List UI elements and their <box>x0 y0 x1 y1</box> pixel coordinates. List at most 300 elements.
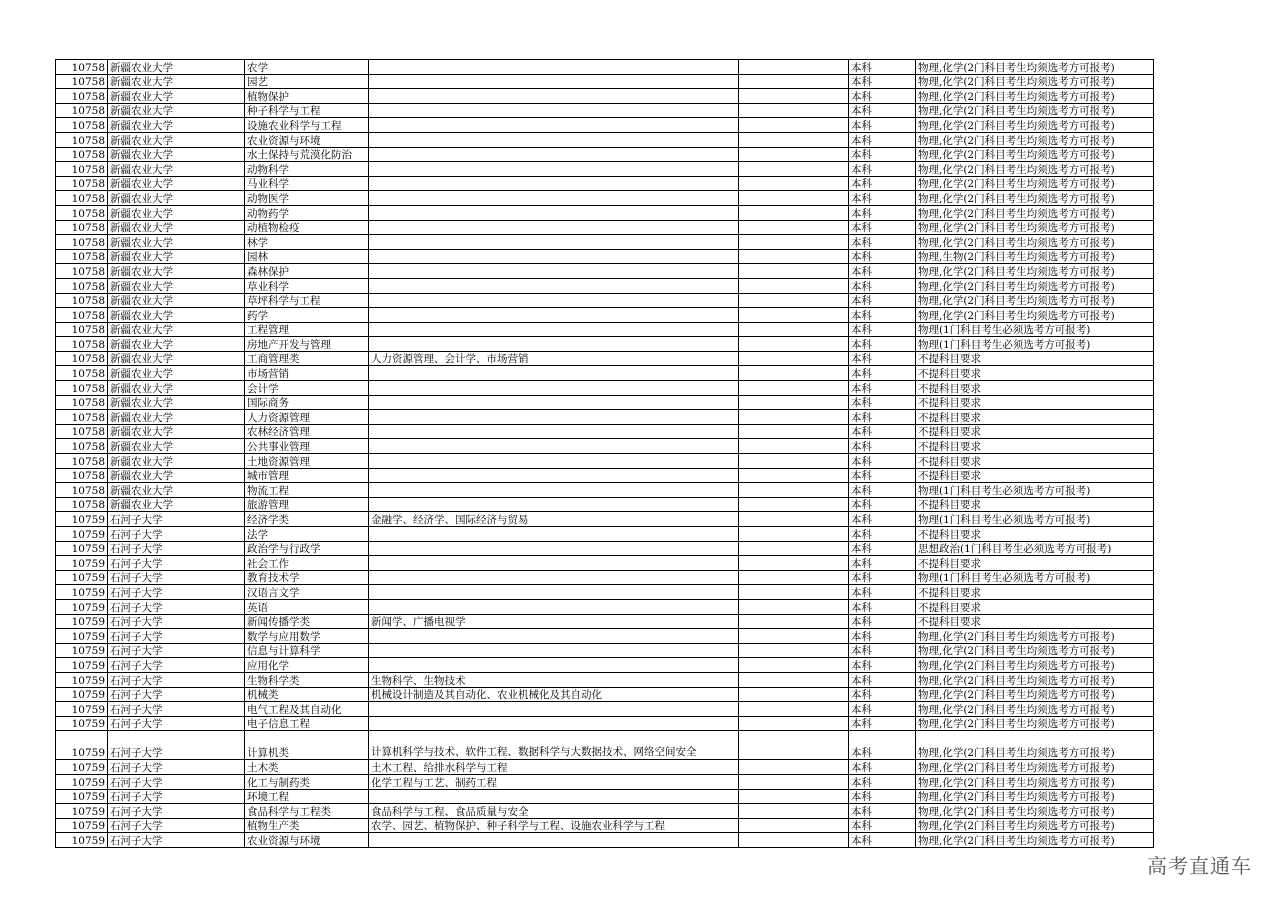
major-cell: 经济学类 <box>245 512 369 527</box>
school-name-cell: 石河子大学 <box>108 804 245 819</box>
table-row <box>56 249 1154 264</box>
level-cell: 本科 <box>849 570 916 585</box>
table-row <box>56 89 1154 104</box>
school-name-cell: 新疆农业大学 <box>108 118 245 133</box>
note-cell <box>739 132 849 147</box>
school-code-cell: 10758 <box>56 308 108 323</box>
included-majors-cell <box>369 60 739 75</box>
school-name-cell: 新疆农业大学 <box>108 162 245 177</box>
subject-requirement-cell: 物理,化学(2门科目考生均须选考方可报考) <box>916 220 1154 235</box>
major-cell: 信息与计算科学 <box>245 643 369 658</box>
level-cell: 本科 <box>849 483 916 498</box>
table-row <box>56 308 1154 323</box>
school-code-cell: 10758 <box>56 220 108 235</box>
major-cell: 种子科学与工程 <box>245 103 369 118</box>
note-cell <box>739 103 849 118</box>
school-code-cell: 10758 <box>56 468 108 483</box>
included-majors-cell: 金融学、经济学、国际经济与贸易 <box>369 512 739 527</box>
table-row <box>56 774 1154 789</box>
school-code-cell: 10758 <box>56 278 108 293</box>
included-majors-cell <box>369 395 739 410</box>
level-cell: 本科 <box>849 395 916 410</box>
included-majors-cell <box>369 308 739 323</box>
level-cell: 本科 <box>849 235 916 250</box>
note-cell <box>739 541 849 556</box>
note-cell <box>739 322 849 337</box>
major-cell: 园艺 <box>245 74 369 89</box>
level-cell: 本科 <box>849 556 916 571</box>
level-cell: 本科 <box>849 658 916 673</box>
level-cell: 本科 <box>849 731 916 760</box>
subject-requirement-cell: 物理,化学(2门科目考生均须选考方可报考) <box>916 818 1154 833</box>
school-code-cell: 10759 <box>56 570 108 585</box>
note-cell <box>739 278 849 293</box>
included-majors-cell <box>369 205 739 220</box>
level-cell: 本科 <box>849 833 916 848</box>
school-code-cell: 10759 <box>56 774 108 789</box>
table-row <box>56 278 1154 293</box>
note-cell <box>739 249 849 264</box>
school-name-cell: 新疆农业大学 <box>108 468 245 483</box>
major-cell: 动植物检疫 <box>245 220 369 235</box>
included-majors-cell <box>369 599 739 614</box>
table-row <box>56 818 1154 833</box>
school-code-cell: 10759 <box>56 512 108 527</box>
included-majors-cell <box>369 424 739 439</box>
school-name-cell: 石河子大学 <box>108 731 245 760</box>
level-cell: 本科 <box>849 176 916 191</box>
level-cell: 本科 <box>849 439 916 454</box>
level-cell: 本科 <box>849 774 916 789</box>
subject-requirement-cell: 物理,化学(2门科目考生均须选考方可报考) <box>916 103 1154 118</box>
school-name-cell: 新疆农业大学 <box>108 308 245 323</box>
subject-requirement-cell: 不提科目要求 <box>916 527 1154 542</box>
note-cell <box>739 410 849 425</box>
major-cell: 计算机类 <box>245 731 369 760</box>
major-cell: 马业科学 <box>245 176 369 191</box>
level-cell: 本科 <box>849 118 916 133</box>
major-cell: 林学 <box>245 235 369 250</box>
school-code-cell: 10758 <box>56 162 108 177</box>
included-majors-cell <box>369 293 739 308</box>
note-cell <box>739 731 849 760</box>
note-cell <box>739 351 849 366</box>
included-majors-cell: 土木工程、给排水科学与工程 <box>369 760 739 775</box>
included-majors-cell <box>369 235 739 250</box>
major-cell: 化工与制药类 <box>245 774 369 789</box>
school-name-cell: 石河子大学 <box>108 774 245 789</box>
subject-requirement-cell: 物理,化学(2门科目考生均须选考方可报考) <box>916 162 1154 177</box>
school-name-cell: 新疆农业大学 <box>108 235 245 250</box>
major-cell: 英语 <box>245 599 369 614</box>
school-name-cell: 新疆农业大学 <box>108 395 245 410</box>
subject-requirement-cell: 物理,化学(2门科目考生均须选考方可报考) <box>916 658 1154 673</box>
school-code-cell: 10758 <box>56 191 108 206</box>
subject-requirement-cell: 不提科目要求 <box>916 424 1154 439</box>
subject-requirement-cell: 物理,化学(2门科目考生均须选考方可报考) <box>916 789 1154 804</box>
school-code-cell: 10758 <box>56 89 108 104</box>
level-cell: 本科 <box>849 381 916 396</box>
school-name-cell: 新疆农业大学 <box>108 278 245 293</box>
major-cell: 农学 <box>245 60 369 75</box>
included-majors-cell <box>369 220 739 235</box>
level-cell: 本科 <box>849 687 916 702</box>
table-row <box>56 527 1154 542</box>
school-code-cell: 10759 <box>56 541 108 556</box>
school-code-cell: 10759 <box>56 789 108 804</box>
major-cell: 药学 <box>245 308 369 323</box>
school-name-cell: 石河子大学 <box>108 629 245 644</box>
school-name-cell: 新疆农业大学 <box>108 483 245 498</box>
major-cell: 园林 <box>245 249 369 264</box>
included-majors-cell <box>369 381 739 396</box>
note-cell <box>739 147 849 162</box>
level-cell: 本科 <box>849 818 916 833</box>
school-name-cell: 石河子大学 <box>108 716 245 731</box>
included-majors-cell <box>369 643 739 658</box>
table-row <box>56 556 1154 571</box>
level-cell: 本科 <box>849 220 916 235</box>
subject-requirement-cell: 不提科目要求 <box>916 497 1154 512</box>
subject-requirement-cell: 物理,化学(2门科目考生均须选考方可报考) <box>916 308 1154 323</box>
table-row <box>56 614 1154 629</box>
note-cell <box>739 760 849 775</box>
included-majors-cell <box>369 541 739 556</box>
included-majors-cell <box>369 789 739 804</box>
school-code-cell: 10758 <box>56 410 108 425</box>
note-cell <box>739 60 849 75</box>
subject-requirement-cell: 物理(1门科目考生必须选考方可报考) <box>916 512 1154 527</box>
included-majors-cell <box>369 103 739 118</box>
level-cell: 本科 <box>849 89 916 104</box>
school-code-cell: 10758 <box>56 74 108 89</box>
table-row <box>56 395 1154 410</box>
major-cell: 社会工作 <box>245 556 369 571</box>
school-name-cell: 新疆农业大学 <box>108 132 245 147</box>
level-cell: 本科 <box>849 103 916 118</box>
note-cell <box>739 497 849 512</box>
table-row <box>56 497 1154 512</box>
subject-requirement-cell: 物理,化学(2门科目考生均须选考方可报考) <box>916 205 1154 220</box>
level-cell: 本科 <box>849 672 916 687</box>
included-majors-cell <box>369 322 739 337</box>
school-name-cell: 新疆农业大学 <box>108 103 245 118</box>
note-cell <box>739 643 849 658</box>
school-code-cell: 10758 <box>56 60 108 75</box>
note-cell <box>739 235 849 250</box>
major-cell: 生物科学类 <box>245 672 369 687</box>
school-code-cell: 10759 <box>56 687 108 702</box>
school-name-cell: 新疆农业大学 <box>108 264 245 279</box>
subject-requirement-cell: 物理(1门科目考生必须选考方可报考) <box>916 570 1154 585</box>
major-cell: 植物生产类 <box>245 818 369 833</box>
school-name-cell: 新疆农业大学 <box>108 337 245 352</box>
major-cell: 应用化学 <box>245 658 369 673</box>
note-cell <box>739 483 849 498</box>
subject-requirement-cell: 不提科目要求 <box>916 366 1154 381</box>
level-cell: 本科 <box>849 599 916 614</box>
note-cell <box>739 308 849 323</box>
school-name-cell: 新疆农业大学 <box>108 220 245 235</box>
school-name-cell: 石河子大学 <box>108 570 245 585</box>
major-cell: 汉语言文学 <box>245 585 369 600</box>
school-name-cell: 新疆农业大学 <box>108 147 245 162</box>
level-cell: 本科 <box>849 424 916 439</box>
table-row <box>56 541 1154 556</box>
included-majors-cell <box>369 118 739 133</box>
table-row <box>56 322 1154 337</box>
table-row <box>56 454 1154 469</box>
note-cell <box>739 89 849 104</box>
major-cell: 植物保护 <box>245 89 369 104</box>
note-cell <box>739 468 849 483</box>
table-row <box>56 191 1154 206</box>
included-majors-cell <box>369 556 739 571</box>
school-code-cell: 10758 <box>56 424 108 439</box>
level-cell: 本科 <box>849 804 916 819</box>
subject-requirement-cell: 物理,化学(2门科目考生均须选考方可报考) <box>916 687 1154 702</box>
note-cell <box>739 337 849 352</box>
subject-requirement-cell: 物理(1门科目考生必须选考方可报考) <box>916 483 1154 498</box>
major-cell: 公共事业管理 <box>245 439 369 454</box>
subject-requirement-cell: 不提科目要求 <box>916 614 1154 629</box>
note-cell <box>739 833 849 848</box>
level-cell: 本科 <box>849 541 916 556</box>
major-cell: 设施农业科学与工程 <box>245 118 369 133</box>
table-row <box>56 483 1154 498</box>
school-name-cell: 新疆农业大学 <box>108 191 245 206</box>
level-cell: 本科 <box>849 643 916 658</box>
school-code-cell: 10758 <box>56 293 108 308</box>
subject-requirement-cell: 不提科目要求 <box>916 454 1154 469</box>
major-cell: 会计学 <box>245 381 369 396</box>
table-row <box>56 687 1154 702</box>
school-name-cell: 新疆农业大学 <box>108 74 245 89</box>
subject-requirement-cell: 物理,化学(2门科目考生均须选考方可报考) <box>916 235 1154 250</box>
table-row <box>56 103 1154 118</box>
table-row <box>56 731 1154 760</box>
level-cell: 本科 <box>849 454 916 469</box>
subject-requirement-cell: 物理,化学(2门科目考生均须选考方可报考) <box>916 278 1154 293</box>
note-cell <box>739 527 849 542</box>
major-cell: 国际商务 <box>245 395 369 410</box>
table-row <box>56 351 1154 366</box>
included-majors-cell <box>369 833 739 848</box>
level-cell: 本科 <box>849 468 916 483</box>
table-row <box>56 672 1154 687</box>
school-name-cell: 新疆农业大学 <box>108 410 245 425</box>
major-cell: 教育技术学 <box>245 570 369 585</box>
subject-requirement-cell: 物理,化学(2门科目考生均须选考方可报考) <box>916 74 1154 89</box>
school-code-cell: 10758 <box>56 132 108 147</box>
major-cell: 动物医学 <box>245 191 369 206</box>
subject-requirement-cell: 不提科目要求 <box>916 439 1154 454</box>
major-cell: 城市管理 <box>245 468 369 483</box>
table-row <box>56 512 1154 527</box>
school-code-cell: 10759 <box>56 629 108 644</box>
school-code-cell: 10758 <box>56 366 108 381</box>
included-majors-cell <box>369 497 739 512</box>
level-cell: 本科 <box>849 60 916 75</box>
school-name-cell: 石河子大学 <box>108 643 245 658</box>
included-majors-cell <box>369 570 739 585</box>
table-row <box>56 702 1154 717</box>
included-majors-cell <box>369 249 739 264</box>
school-name-cell: 新疆农业大学 <box>108 176 245 191</box>
school-code-cell: 10758 <box>56 118 108 133</box>
table-row <box>56 381 1154 396</box>
school-name-cell: 石河子大学 <box>108 672 245 687</box>
major-cell: 草坪科学与工程 <box>245 293 369 308</box>
included-majors-cell <box>369 366 739 381</box>
note-cell <box>739 804 849 819</box>
table-row <box>56 599 1154 614</box>
note-cell <box>739 454 849 469</box>
table-row <box>56 132 1154 147</box>
included-majors-cell <box>369 527 739 542</box>
school-name-cell: 新疆农业大学 <box>108 322 245 337</box>
major-cell: 环境工程 <box>245 789 369 804</box>
level-cell: 本科 <box>849 702 916 717</box>
school-code-cell: 10758 <box>56 322 108 337</box>
table-row <box>56 804 1154 819</box>
school-name-cell: 石河子大学 <box>108 599 245 614</box>
school-code-cell: 10759 <box>56 527 108 542</box>
major-cell: 农业资源与环境 <box>245 833 369 848</box>
table-row <box>56 629 1154 644</box>
school-name-cell: 新疆农业大学 <box>108 249 245 264</box>
subject-requirement-cell: 物理,化学(2门科目考生均须选考方可报考) <box>916 760 1154 775</box>
table-row <box>56 366 1154 381</box>
included-majors-cell <box>369 454 739 469</box>
note-cell <box>739 293 849 308</box>
subject-requirement-cell: 不提科目要求 <box>916 468 1154 483</box>
school-code-cell: 10759 <box>56 585 108 600</box>
level-cell: 本科 <box>849 205 916 220</box>
included-majors-cell <box>369 176 739 191</box>
major-cell: 工商管理类 <box>245 351 369 366</box>
subject-requirement-cell: 思想政治(1门科目考生必须选考方可报考) <box>916 541 1154 556</box>
major-cell: 草业科学 <box>245 278 369 293</box>
table-row <box>56 147 1154 162</box>
included-majors-cell <box>369 89 739 104</box>
level-cell: 本科 <box>849 410 916 425</box>
school-name-cell: 石河子大学 <box>108 585 245 600</box>
school-code-cell: 10758 <box>56 351 108 366</box>
major-cell: 市场营销 <box>245 366 369 381</box>
school-code-cell: 10758 <box>56 395 108 410</box>
included-majors-cell <box>369 191 739 206</box>
note-cell <box>739 162 849 177</box>
table-row <box>56 118 1154 133</box>
subject-requirement-cell: 物理,化学(2门科目考生均须选考方可报考) <box>916 176 1154 191</box>
major-cell: 动物科学 <box>245 162 369 177</box>
note-cell <box>739 176 849 191</box>
included-majors-cell <box>369 132 739 147</box>
level-cell: 本科 <box>849 249 916 264</box>
school-name-cell: 石河子大学 <box>108 556 245 571</box>
included-majors-cell: 计算机科学与技术、软件工程、数据科学与大数据技术、网络空间安全 <box>369 731 739 760</box>
school-name-cell: 石河子大学 <box>108 833 245 848</box>
subject-requirement-cell: 不提科目要求 <box>916 351 1154 366</box>
school-code-cell: 10759 <box>56 818 108 833</box>
level-cell: 本科 <box>849 132 916 147</box>
subject-requirement-cell: 物理,化学(2门科目考生均须选考方可报考) <box>916 643 1154 658</box>
note-cell <box>739 74 849 89</box>
school-code-cell: 10759 <box>56 760 108 775</box>
school-code-cell: 10758 <box>56 454 108 469</box>
subject-requirement-cell: 不提科目要求 <box>916 585 1154 600</box>
included-majors-cell <box>369 483 739 498</box>
included-majors-cell <box>369 278 739 293</box>
school-name-cell: 石河子大学 <box>108 658 245 673</box>
subject-requirement-cell: 物理,化学(2门科目考生均须选考方可报考) <box>916 191 1154 206</box>
school-name-cell: 新疆农业大学 <box>108 439 245 454</box>
note-cell <box>739 614 849 629</box>
subject-requirement-cell: 物理,化学(2门科目考生均须选考方可报考) <box>916 716 1154 731</box>
level-cell: 本科 <box>849 308 916 323</box>
subject-requirement-cell: 物理(1门科目考生必须选考方可报考) <box>916 322 1154 337</box>
school-name-cell: 石河子大学 <box>108 789 245 804</box>
table-row <box>56 220 1154 235</box>
table-row <box>56 176 1154 191</box>
major-cell: 农业资源与环境 <box>245 132 369 147</box>
school-name-cell: 新疆农业大学 <box>108 381 245 396</box>
note-cell <box>739 424 849 439</box>
included-majors-cell: 农学、园艺、植物保护、种子科学与工程、设施农业科学与工程 <box>369 818 739 833</box>
table-row <box>56 235 1154 250</box>
level-cell: 本科 <box>849 789 916 804</box>
table-row <box>56 658 1154 673</box>
school-name-cell: 石河子大学 <box>108 687 245 702</box>
school-code-cell: 10758 <box>56 337 108 352</box>
school-name-cell: 石河子大学 <box>108 541 245 556</box>
major-cell: 人力资源管理 <box>245 410 369 425</box>
subject-requirement-cell: 物理,化学(2门科目考生均须选考方可报考) <box>916 89 1154 104</box>
school-name-cell: 新疆农业大学 <box>108 366 245 381</box>
school-code-cell: 10758 <box>56 235 108 250</box>
level-cell: 本科 <box>849 512 916 527</box>
school-code-cell: 10759 <box>56 833 108 848</box>
table-row <box>56 162 1154 177</box>
school-code-cell: 10759 <box>56 804 108 819</box>
school-name-cell: 新疆农业大学 <box>108 497 245 512</box>
major-cell: 动物药学 <box>245 205 369 220</box>
included-majors-cell <box>369 629 739 644</box>
included-majors-cell <box>369 264 739 279</box>
note-cell <box>739 570 849 585</box>
note-cell <box>739 395 849 410</box>
subject-requirement-cell: 物理,化学(2门科目考生均须选考方可报考) <box>916 702 1154 717</box>
school-code-cell: 10759 <box>56 731 108 760</box>
table-row <box>56 74 1154 89</box>
note-cell <box>739 716 849 731</box>
school-name-cell: 新疆农业大学 <box>108 205 245 220</box>
table-row <box>56 410 1154 425</box>
subject-requirement-cell: 物理,化学(2门科目考生均须选考方可报考) <box>916 147 1154 162</box>
note-cell <box>739 789 849 804</box>
level-cell: 本科 <box>849 614 916 629</box>
note-cell <box>739 599 849 614</box>
school-code-cell: 10758 <box>56 483 108 498</box>
included-majors-cell: 食品科学与工程、食品质量与安全 <box>369 804 739 819</box>
level-cell: 本科 <box>849 497 916 512</box>
level-cell: 本科 <box>849 191 916 206</box>
school-code-cell: 10759 <box>56 658 108 673</box>
table-row <box>56 716 1154 731</box>
note-cell <box>739 774 849 789</box>
table-row <box>56 293 1154 308</box>
